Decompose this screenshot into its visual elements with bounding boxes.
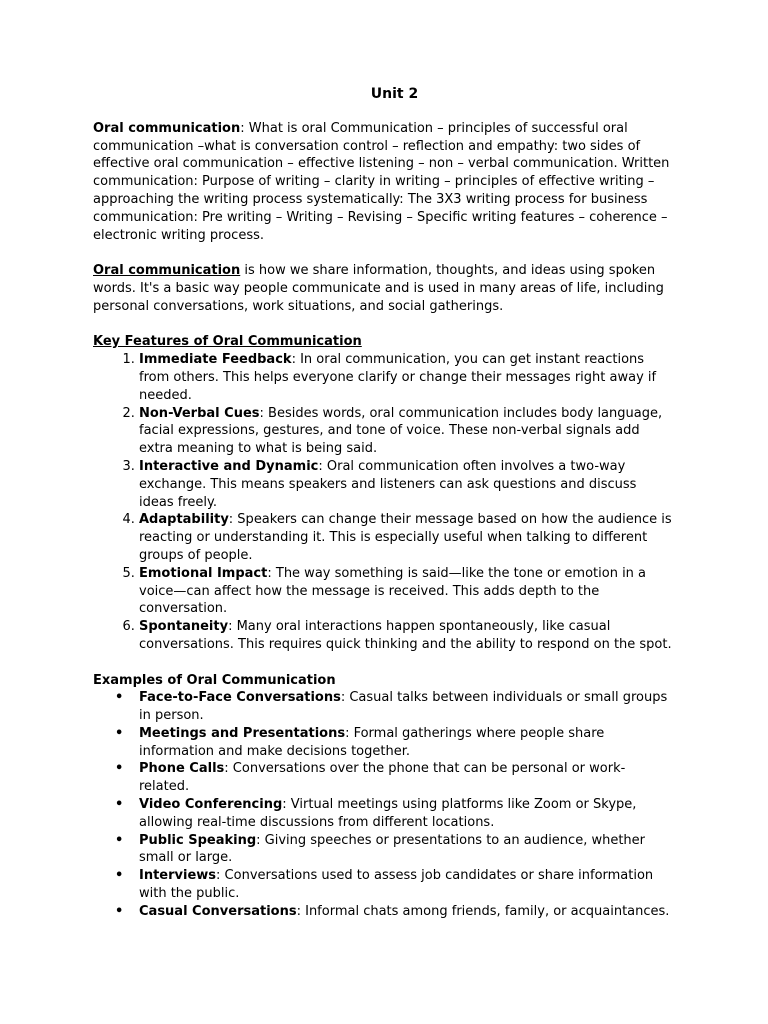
example-text: : Formal gatherings where people share information and make decisions together. xyxy=(139,725,605,759)
example-term: Video Conferencing xyxy=(139,797,283,813)
examples-heading: Examples of Oral Communication xyxy=(93,672,336,688)
feature-text: : The way something is said—like the tone or emotion in a voice—can affect how the message is received. This adds depth to the conversation. xyxy=(139,565,647,617)
key-features-list xyxy=(93,351,672,654)
feature-text: : Besides words, oral communication includes body language, facial expressions, gestures, and tone of voice. These non-verbal signals add extra meaning to what is being said. xyxy=(139,405,663,457)
list-item xyxy=(139,832,672,868)
example-text: : Giving speeches or presentations to an audience, whether small or large. xyxy=(139,832,646,866)
feature-term: Adaptability xyxy=(139,512,229,528)
example-text: : Virtual meetings using platforms like Zoom or Skype, allowing real-time discussions from different locations. xyxy=(139,797,637,830)
feature-term: Non-Verbal Cues xyxy=(139,405,260,421)
definition-label: Oral communication xyxy=(93,263,241,279)
syllabus-text: : What is oral Communication – principles of successful oral communication –what is conversation control – reflection and empathy: two sides of effective oral communication – effective listening – non – verbal communication. Written communication: Purpose of writing – clarity in writing – principles of effective writing – approaching the writing process systematically: The 3X3 writing process for business communication: Pre writing – Writing – Revising – Specific writing features – coherence – electronic writing process. xyxy=(93,120,670,243)
example-term: Casual Conversations xyxy=(139,903,297,919)
list-item xyxy=(139,565,672,618)
example-term: Phone Calls xyxy=(139,761,225,777)
list-item xyxy=(139,511,672,564)
syllabus-label: Oral communication xyxy=(93,120,241,136)
list-item xyxy=(139,760,672,796)
syllabus-paragraph xyxy=(93,120,672,245)
unit-title: Unit 2 xyxy=(370,86,419,102)
example-term: Public Speaking xyxy=(139,832,257,848)
definition-paragraph xyxy=(93,262,672,315)
list-item xyxy=(139,903,672,921)
list-item xyxy=(139,867,672,903)
examples-list xyxy=(93,689,672,920)
feature-text: : In oral communication, you can get instant reactions from others. This helps everyone clarify or change their messages right away if needed. xyxy=(139,352,657,403)
feature-term: Interactive and Dynamic xyxy=(139,458,319,474)
list-item xyxy=(139,618,672,654)
example-text: : Casual talks between individuals or small groups in person. xyxy=(139,690,668,724)
feature-term: Immediate Feedback xyxy=(139,352,292,368)
example-text: : Informal chats among friends, family, or acquaintances. xyxy=(296,903,670,919)
key-features-heading: Key Features of Oral Communication xyxy=(93,334,362,350)
list-item xyxy=(139,796,672,832)
example-term: Meetings and Presentations xyxy=(139,725,346,741)
example-text: : Conversations used to assess job candidates or share information with the public. xyxy=(139,868,654,902)
feature-term: Emotional Impact xyxy=(139,565,268,581)
example-text: : Conversations over the phone that can be personal or work-related. xyxy=(139,761,626,795)
feature-text: : Many oral interactions happen spontaneously, like casual conversations. This requires quick thinking and the ability to respond on the spot. xyxy=(139,619,672,652)
list-item xyxy=(139,689,672,725)
example-term: Face-to-Face Conversations xyxy=(139,690,341,706)
list-item xyxy=(139,458,672,511)
list-item xyxy=(139,405,672,458)
definition-text: is how we share information, thoughts, and ideas using spoken words. It's a basic way people communicate and is used in many areas of life, including personal conversations, work situations, and social gatherings. xyxy=(93,263,664,314)
list-item xyxy=(139,351,672,404)
list-item xyxy=(139,725,672,761)
feature-term: Spontaneity xyxy=(139,619,229,635)
feature-text: : Oral communication often involves a two-way exchange. This means speakers and listeners can ask questions and discuss ideas freely. xyxy=(139,458,637,510)
feature-text: : Speakers can change their message based on how the audience is reacting or understanding it. This is especially useful when talking to different groups of people. xyxy=(139,512,672,563)
example-term: Interviews xyxy=(139,868,217,884)
